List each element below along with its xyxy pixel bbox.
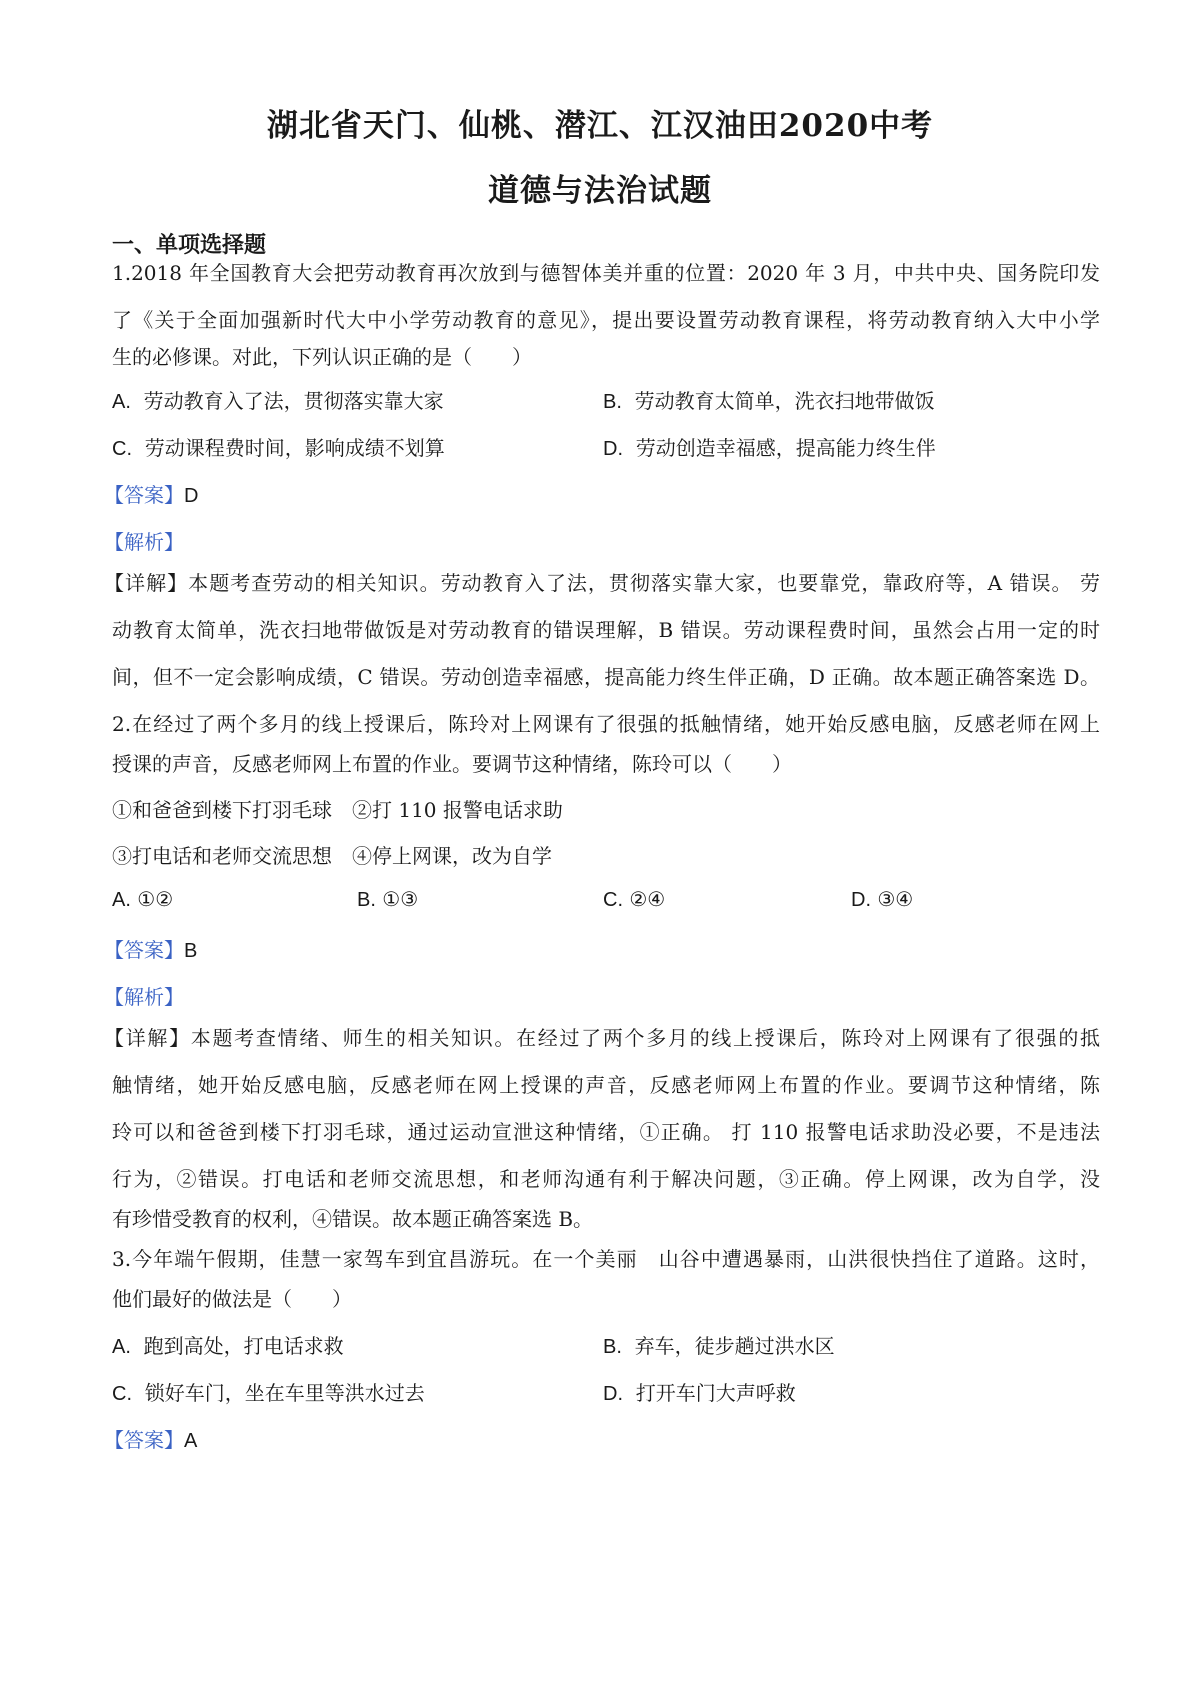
q2-option-c: C. ②④ [603, 887, 666, 911]
analysis-tag: 【解析】 [104, 530, 184, 554]
q1-answer [104, 479, 198, 508]
q1-analysis [104, 526, 184, 555]
answer-value: B [184, 940, 198, 962]
q2-option-d: D. ③④ [851, 887, 914, 911]
q2-option-a: A. ①② [112, 887, 174, 911]
q2-detail-line-5: 有珍惜受教育的权利，④错误。故本题正确答案选 B。 [112, 1207, 594, 1231]
q2-option-b: B. ①③ [357, 887, 419, 911]
q3-option-c: C. 锁好车门，坐在车里等洪水过去 [112, 1381, 425, 1405]
q2-detail-line-4: 行为，②错误。打电话和老师交流思想，和老师沟通有利于解决问题，③正确。停上网课，改为自学，没 [112, 1167, 1100, 1191]
q3-option-d: D. 打开车门大声呼救 [603, 1381, 796, 1405]
q1-stem-line-2: 了《关于全面加强新时代大中小学劳动教育的意见》，提出要设置劳动教育课程，将劳动教育纳入大中小学 [112, 308, 1100, 332]
q3-answer [104, 1424, 197, 1453]
analysis-tag: 【解析】 [104, 985, 184, 1009]
q3-stem-line-1: 3.今年端午假期，佳慧一家驾车到宜昌游玩。在一个美丽 山谷中遭遇暴雨，山洪很快挡住了道路。这时， [112, 1247, 1100, 1271]
q1-detail-line-1: 【详解】本题考查劳动的相关知识。劳动教育入了法，贯彻落实靠大家，也要靠党，靠政府等，A 错误。 劳 [104, 571, 1100, 595]
detail-tag: 【详解】 [104, 571, 189, 595]
q1-option-c: C. 劳动课程费时间，影响成绩不划算 [112, 436, 445, 460]
document-title: 湖北省天门、仙桃、潜江、江汉油田2020中考 [266, 108, 934, 144]
q3-option-b: B. 弃车，徒步趟过洪水区 [603, 1334, 835, 1358]
q1-option-b: B. 劳动教育太简单，洗衣扫地带做饭 [603, 389, 935, 413]
q3-option-a: A. 跑到高处，打电话求救 [112, 1334, 344, 1358]
q1-stem-line-3: 生的必修课。对此，下列认识正确的是（ ） [112, 345, 532, 369]
q3-stem-line-2: 他们最好的做法是（ ） [112, 1287, 352, 1311]
detail-tag: 【详解】 [104, 1026, 191, 1050]
q2-items-line-2: ③打电话和老师交流思想 ④停上网课，改为自学 [112, 844, 552, 868]
q2-detail-line-2: 触情绪，她开始反感电脑，反感老师在网上授课的声音，反感老师网上布置的作业。要调节这种情绪，陈 [112, 1073, 1100, 1097]
answer-value: D [184, 485, 199, 507]
q1-detail-line-3: 间，但不一定会影响成绩，C 错误。劳动创造幸福感，提高能力终生伴正确，D 正确。故本题正确答案选 D。 [112, 665, 1100, 689]
q2-stem-line-1: 2.在经过了两个多月的线上授课后，陈玲对上网课有了很强的抵触情绪，她开始反感电脑，反感老师在网上 [112, 712, 1100, 736]
answer-tag: 【答案】 [104, 483, 184, 507]
q2-detail-line-1: 【详解】本题考查情绪、师生的相关知识。在经过了两个多月的线上授课后，陈玲对上网课有了很强的抵 [104, 1026, 1101, 1050]
q2-detail-line-3: 玲可以和爸爸到楼下打羽毛球，通过运动宣泄这种情绪，①正确。 打 110 报警电话求助没必要，不是违法 [112, 1120, 1100, 1144]
q1-stem-line-1: 1.2018 年全国教育大会把劳动教育再次放到与德智体美并重的位置：2020 年 3 月，中共中央、国务院印发 [112, 261, 1100, 285]
section-heading: 一、单项选择题 [112, 232, 267, 258]
answer-tag: 【答案】 [104, 938, 184, 962]
answer-tag: 【答案】 [104, 1428, 184, 1452]
q2-items-line-1: ①和爸爸到楼下打羽毛球 ②打 110 报警电话求助 [112, 798, 563, 822]
answer-value: A [184, 1430, 198, 1452]
document-subtitle: 道德与法治试题 [488, 173, 712, 209]
q1-option-a: A. 劳动教育入了法，贯彻落实靠大家 [112, 389, 444, 413]
q2-stem-line-2: 授课的声音，反感老师网上布置的作业。要调节这种情绪，陈玲可以（ ） [112, 752, 792, 776]
q2-answer [104, 934, 197, 963]
q2-analysis [104, 981, 184, 1010]
q1-option-d: D. 劳动创造幸福感，提高能力终生伴 [603, 436, 936, 460]
q1-detail-line-2: 动教育太简单，洗衣扫地带做饭是对劳动教育的错误理解，B 错误。劳动课程费时间，虽然会占用一定的时 [112, 618, 1100, 642]
